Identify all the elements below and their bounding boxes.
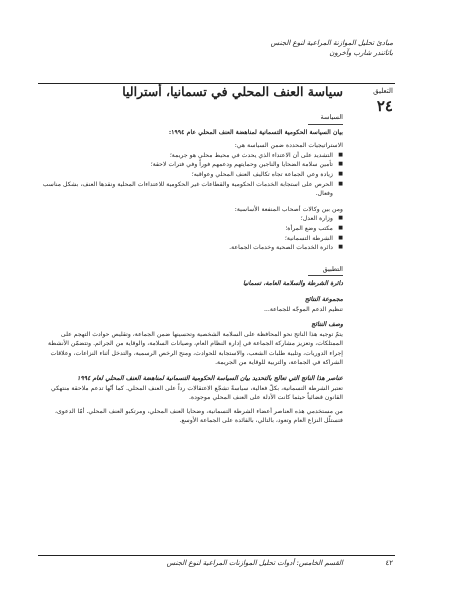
- application-section-label: التطبيق: [322, 264, 343, 273]
- header-title: مبادئ تحليل الموازنة المراعية لنوع الجنس: [270, 39, 393, 47]
- main-content: [42, 113, 343, 426]
- list-item: ■ التشديد على أن الاعتداء الذي يحدث في محيط محلي هو جريمة؛: [42, 151, 343, 161]
- elements-paragraph-1: تعتبر الشرطة التسمانية، بكلّ فعالية، سياسةً تشجّع الاعتقالات رداً على العنف المحلي. كما أنّها تدعم ملاحقة منتهكي القانون قضائياً حيثما كانت الأدلة على العنف المحلي موجودة.: [50, 384, 343, 402]
- outputs-heading: مجموعة النتائج: [304, 295, 343, 303]
- list-item: ■ دائرة الخدمات الصحية وخدمات الجماعة.: [42, 243, 343, 253]
- list-item: ■ تأمين سلامة الضحايا والناجين وحمايتهم ودعمهم فوراً وفي فترات لاحقة؛: [42, 160, 343, 170]
- agencies-list: [42, 214, 343, 252]
- sidebar-label: التعليق: [373, 87, 393, 95]
- list-item: ■ مكتب وضع المرأة؛: [42, 224, 343, 234]
- running-header: [133, 38, 393, 58]
- strategies-intro: الاستراتيجيات المحددة ضمن السياسة هي:: [234, 142, 343, 150]
- list-item: ■ الشرطة التسمانية؛: [42, 234, 343, 244]
- application-heading: دائرة الشرطة والسلامة العامة، تسمانيا: [243, 280, 343, 288]
- elements-heading: عناصر هذا الناتج التي تعالج بالتحديد بيان السياسة الحكومية التسمانية لمناهضة العنف المحلي لعام ١٩٩٤: [77, 375, 343, 383]
- list-item: ■ وزارة العدل؛: [42, 214, 343, 224]
- agencies-intro: ومن بين وكالات أصحاب المنفعة الأساسية:: [234, 205, 343, 213]
- description-text: يتمّ توجيه هذا الناتج نحو المحافظة على السلامة الشخصية وتحسينها ضمن الجماعة، وتقليص حوادث التهجم على الممتلكات، وتعزيز مشاركة الجماعة في إدارة النظام العام، وصيانات السلامة، والوقاية من الجرائم. وتتضمّن الأنشطة إجراء الدوريات، وتلبية طلبات الشعب، والاستجابة للحوادث، ومنح الرخص الرسمية، والتدخل أثناء النزاعات، وعلاقات الشراكة في الجماعة، والتربية للوقاية من الجريمة.: [48, 330, 343, 367]
- footer-text: القسم الخامس: أدوات تحليل الموازنات المراعية لنوع الجنس: [166, 559, 343, 567]
- policy-heading: بيان السياسة الحكومية التسمانية لمناهضة العنف المحلي عام ١٩٩٤:: [168, 128, 343, 136]
- elements-paragraph-2: من مستخدمي هذه العناصر أعضاء الشرطة التسمانية، وضحايا العنف المحلي، ومرتكبو العنف المحلي. أمّا الدعوى، فتستلّل النزاع العام وتعود، بالتالي، بالفائدة على الجماعة الأوسع.: [54, 407, 343, 425]
- description-heading: وصف النتائج: [311, 321, 343, 329]
- header-authors: باتاتندر شارب وآخرون: [329, 49, 393, 57]
- list-item: ■ زيادة وعي الجماعة تجاه تكاليف العنف المحلي وعواقبه؛: [42, 170, 343, 180]
- page-number: ٤٢: [385, 559, 393, 567]
- sidebar-number: ٢٤: [376, 97, 393, 115]
- policy-section-label: السياسة: [320, 113, 343, 121]
- strategies-list: [42, 151, 343, 199]
- page-title: سياسة العنف المحلي في تسمانيا، أستراليا: [122, 84, 343, 99]
- outputs-text: تنظيم الدعم الموجّه للجماعة...: [263, 305, 343, 313]
- application-section-rule: [308, 275, 343, 276]
- footer-rule: [38, 555, 395, 556]
- list-item: ■ الحرص على استجابة الخدمات الحكومية والقطاعات غير الحكومية للاعتداءات المحلية ونقدها العنف، بشكل مناسب وفعال.: [42, 180, 343, 199]
- policy-section-rule: [308, 124, 343, 125]
